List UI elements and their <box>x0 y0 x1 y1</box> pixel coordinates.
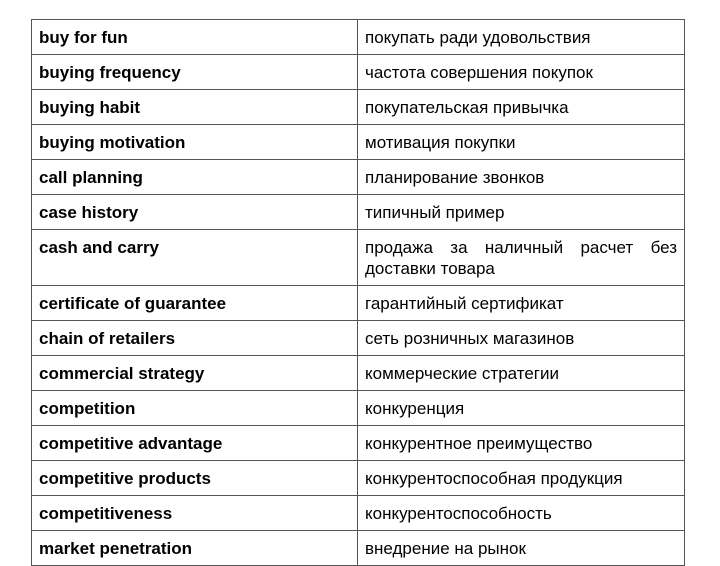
table-row <box>32 55 685 90</box>
term-cell: commercial strategy <box>32 356 358 391</box>
translation-cell: сеть розничных магазинов <box>358 321 685 356</box>
term-cell: certificate of guarantee <box>32 286 358 321</box>
table-row <box>32 531 685 566</box>
translation-cell: покупать ради удовольствия <box>358 20 685 55</box>
term-cell: competitive advantage <box>32 426 358 461</box>
table-row <box>32 230 685 286</box>
translation-cell: внедрение на рынок <box>358 531 685 566</box>
glossary-body <box>32 20 685 566</box>
term-cell: call planning <box>32 160 358 195</box>
term-cell: chain of retailers <box>32 321 358 356</box>
table-row <box>32 321 685 356</box>
term-cell: market penetration <box>32 531 358 566</box>
translation-cell: конкурентоспособность <box>358 496 685 531</box>
table-row <box>32 195 685 230</box>
table-row <box>32 496 685 531</box>
table-row <box>32 391 685 426</box>
translation-cell: частота совершения покупок <box>358 55 685 90</box>
translation-cell: мотивация покупки <box>358 125 685 160</box>
term-cell: buying frequency <box>32 55 358 90</box>
term-cell: buying habit <box>32 90 358 125</box>
translation-cell: гарантийный сертификат <box>358 286 685 321</box>
table-row <box>32 20 685 55</box>
translation-cell: конкурентное преимущество <box>358 426 685 461</box>
translation-cell: конкурентоспособная продукция <box>358 461 685 496</box>
table-row <box>32 286 685 321</box>
term-cell: cash and carry <box>32 230 358 286</box>
translation-cell: покупательская привычка <box>358 90 685 125</box>
term-cell: competitiveness <box>32 496 358 531</box>
term-cell: competition <box>32 391 358 426</box>
term-cell: competitive products <box>32 461 358 496</box>
translation-cell: планирование звонков <box>358 160 685 195</box>
translation-cell: конкуренция <box>358 391 685 426</box>
table-row <box>32 125 685 160</box>
term-cell: case history <box>32 195 358 230</box>
glossary-table <box>31 19 685 566</box>
table-row <box>32 90 685 125</box>
table-row <box>32 426 685 461</box>
term-cell: buying motivation <box>32 125 358 160</box>
translation-cell: продажа за наличный расчет без доставки товара <box>358 230 685 286</box>
translation-cell: типичный пример <box>358 195 685 230</box>
term-cell: buy for fun <box>32 20 358 55</box>
table-row <box>32 160 685 195</box>
translation-cell: коммерческие стратегии <box>358 356 685 391</box>
table-row <box>32 461 685 496</box>
table-row <box>32 356 685 391</box>
